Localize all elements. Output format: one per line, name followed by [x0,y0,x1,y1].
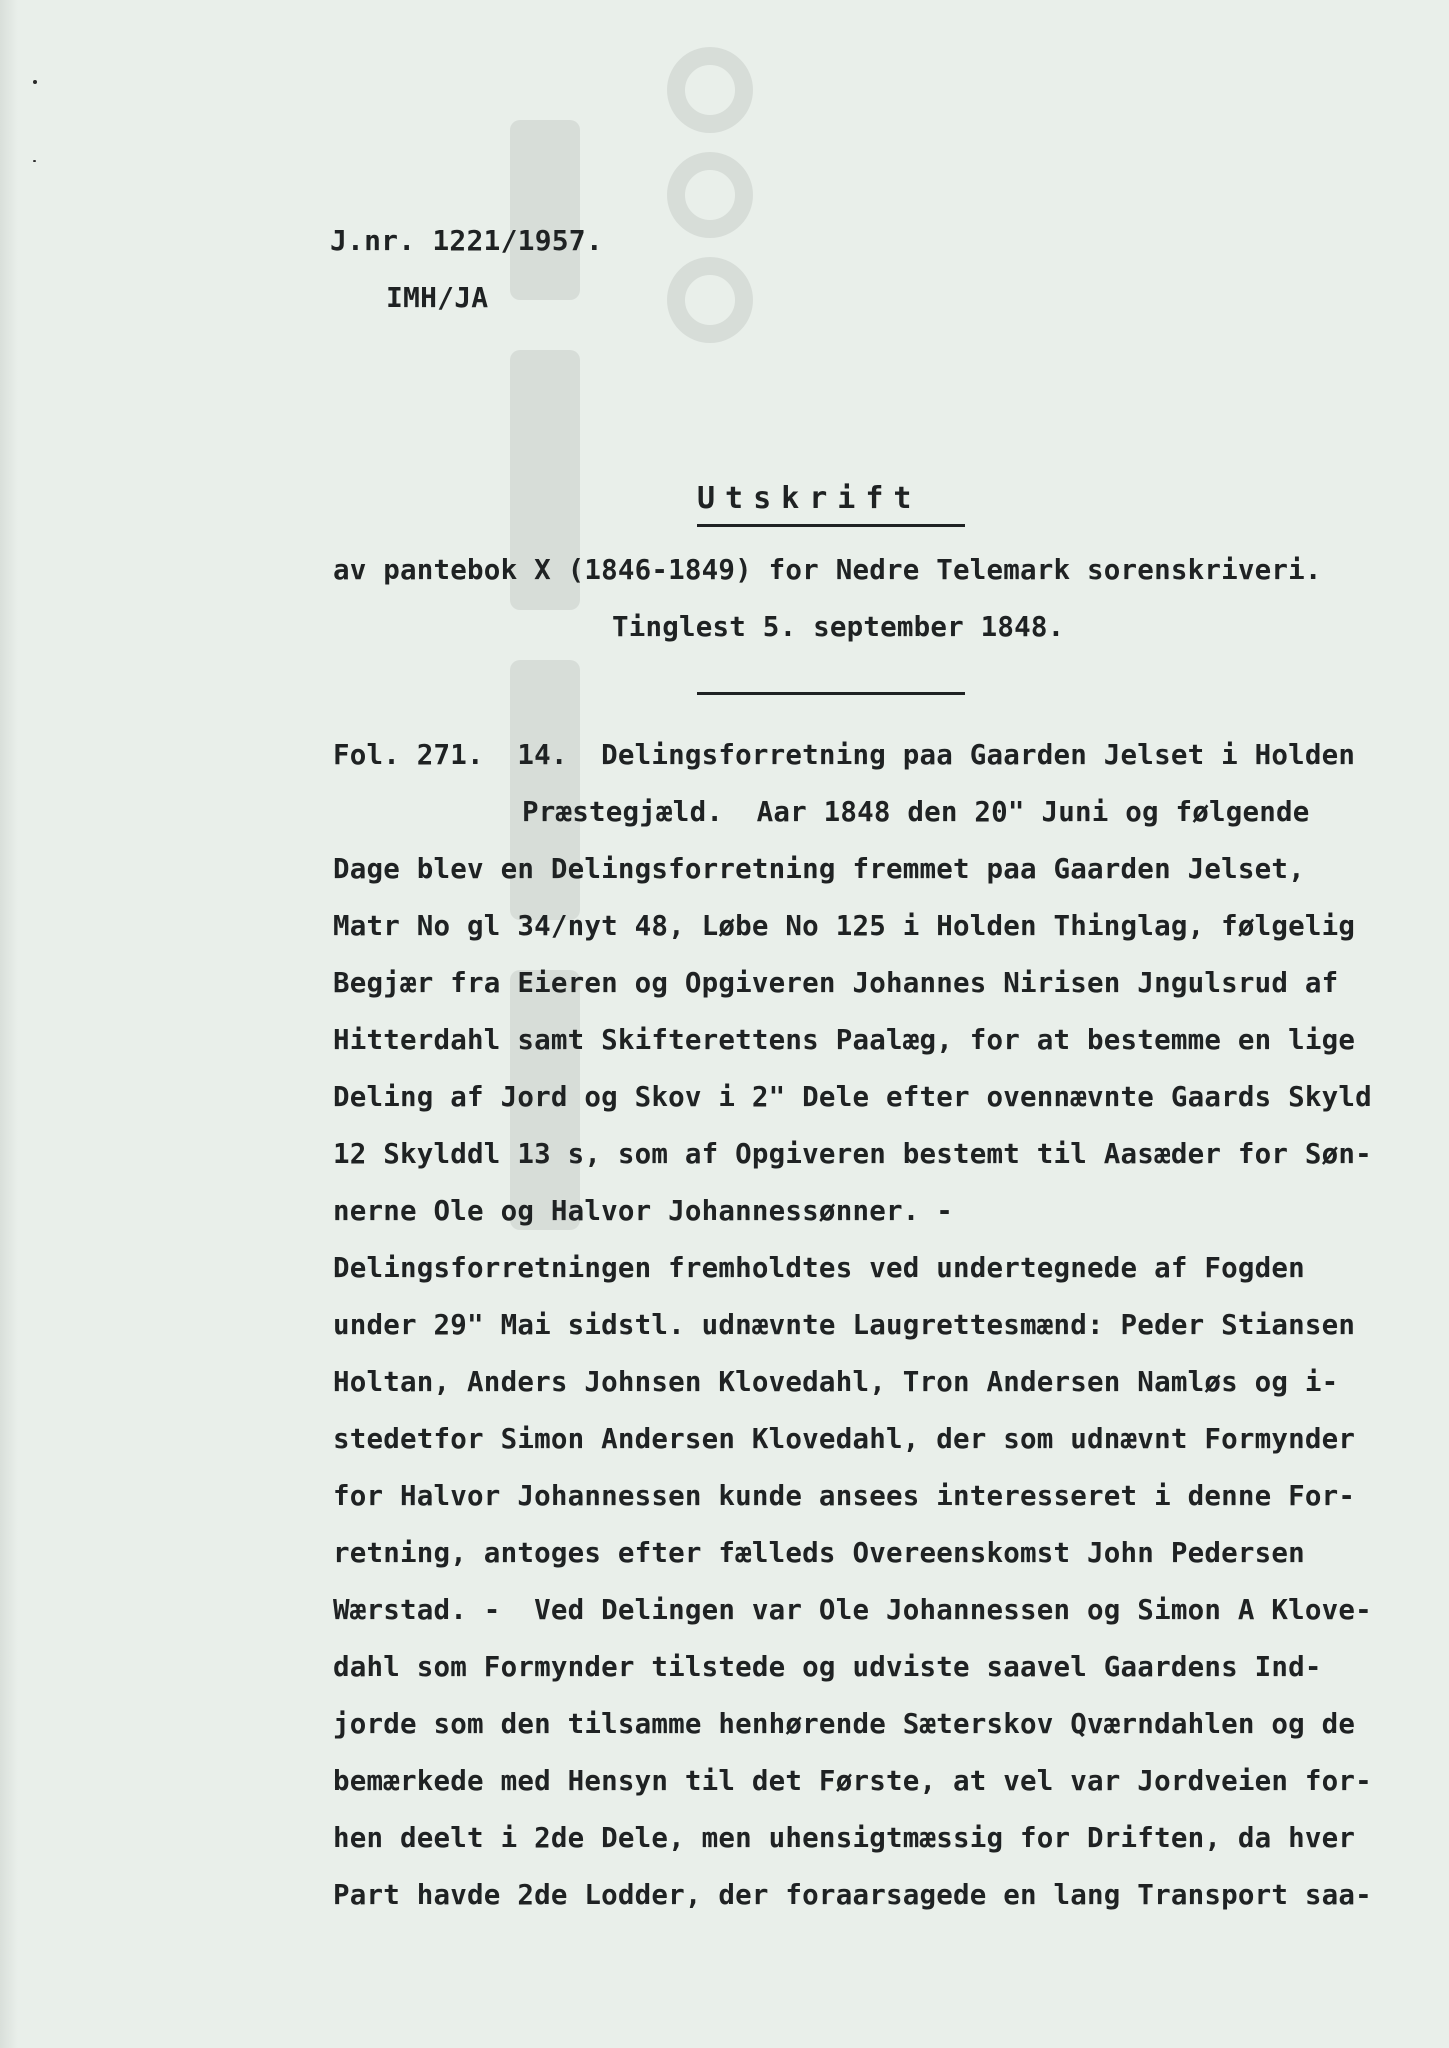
body-line: retning, antoges efter fælleds Overeenskomst John Pedersen [333,1537,1305,1569]
document-title: Utskrift [697,481,922,516]
body-line: Begjær fra Eieren og Opgiveren Johannes Nirisen Jngulsrud af [333,967,1339,999]
body-line: Matr No gl 34/nyt 48, Løbe No 125 i Holden Thinglag, følgelig [333,910,1356,942]
registration-date: Tinglest 5. september 1848. [612,611,1065,643]
body-line: for Halvor Johannessen kunde ansees interesseret i denne For- [333,1480,1356,1512]
body-line: Delingsforretningen fremholdtes ved undertegnede af Fogden [333,1252,1305,1284]
body-line: hen deelt i 2de Dele, men uhensigtmæssig for Driften, da hver [333,1822,1356,1854]
title-underline [697,524,965,527]
body-line: Dage blev en Delingsforretning fremmet paa Gaarden Jelset, [333,853,1305,885]
body-line: Deling af Jord og Skov i 2" Dele efter ovennævnte Gaards Skyld [333,1081,1372,1113]
body-line: Hitterdahl samt Skifterettens Paalæg, for at bestemme en lige [333,1024,1356,1056]
body-line: Part havde 2de Lodder, der foraarsagede en lang Transport saa- [333,1879,1372,1911]
body-line: bemærkede med Hensyn til det Første, at vel var Jordveien for- [333,1765,1372,1797]
scan-speck [33,160,36,162]
scan-speck [33,80,37,84]
body-line: Wærstad. - Ved Delingen var Ole Johannessen og Simon A Klove- [333,1594,1372,1626]
body-line: Præstegjæld. Aar 1848 den 20" Juni og følgende [522,796,1310,828]
body-line: under 29" Mai sidstl. udnævnte Laugrettesmænd: Peder Stiansen [333,1309,1356,1341]
body-line: stedetfor Simon Andersen Klovedahl, der som udnævnt Formynder [333,1423,1356,1455]
initials: IMH/JA [386,281,489,314]
page-edge-shadow [0,0,18,2048]
body-line: nerne Ole og Halvor Johannessønner. - [333,1195,953,1227]
body-line: Fol. 271. 14. Delingsforretning paa Gaarden Jelset i Holden [333,739,1356,771]
document-subtitle: av pantebok X (1846-1849) for Nedre Telemark sorenskriveri. [333,554,1322,586]
section-divider [697,692,965,695]
body-line: 12 Skylddl 13 s, som af Opgiveren bestemt til Aasæder for Søn- [333,1138,1372,1170]
body-line: Holtan, Anders Johnsen Klovedahl, Tron Andersen Namløs og i- [333,1366,1339,1398]
body-line: jorde som den tilsamme henhørende Sæterskov Qværndahlen og de [333,1708,1356,1740]
journal-number: J.nr. 1221/1957. [330,224,603,257]
body-line: dahl som Formynder tilstede og udviste saavel Gaardens Ind- [333,1651,1322,1683]
